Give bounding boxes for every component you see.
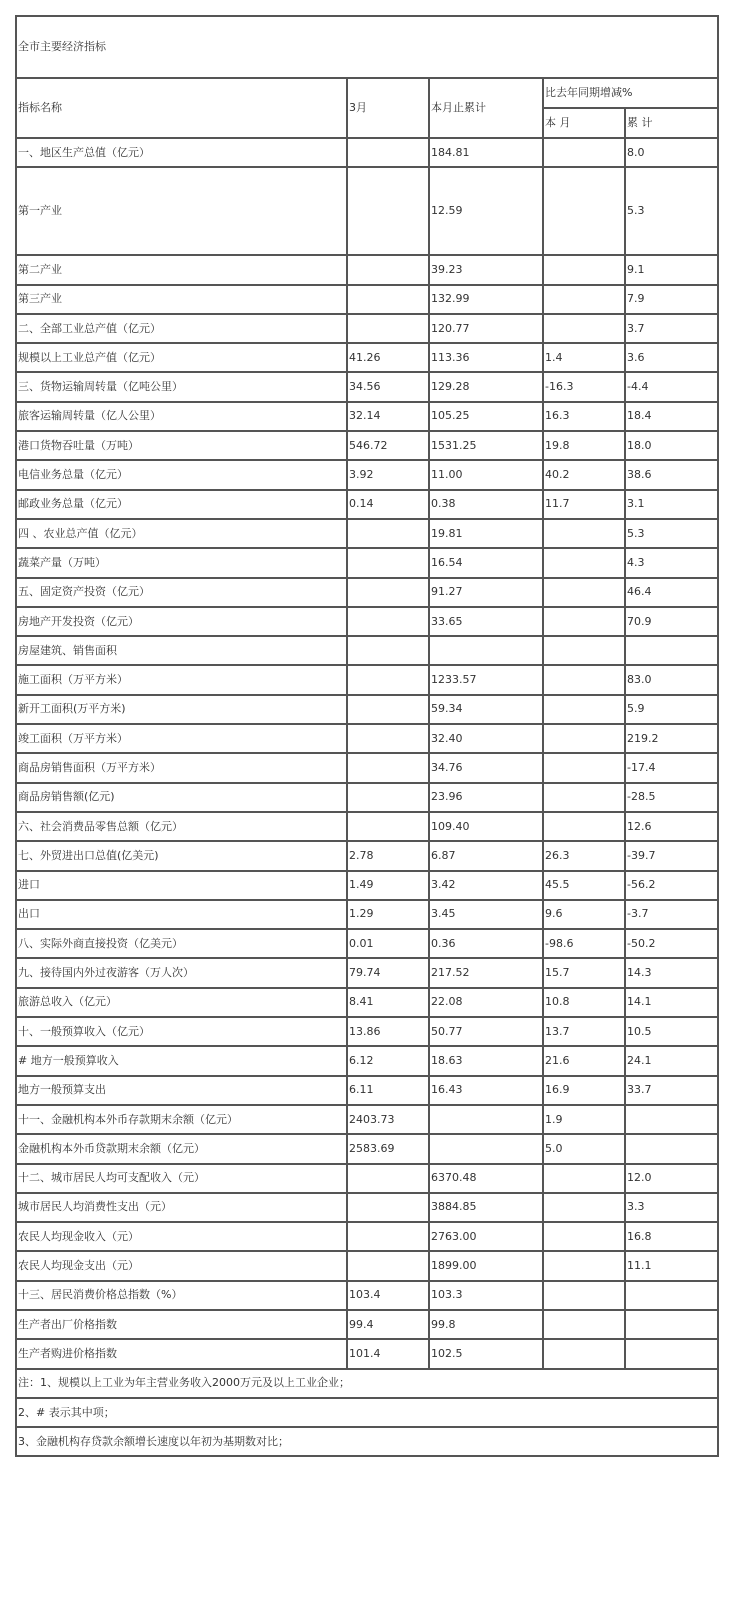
yoy-cumulative-cell: 14.3 xyxy=(625,958,718,987)
table-row xyxy=(16,1164,718,1193)
month-value-cell: 1.29 xyxy=(347,900,429,929)
yoy-month-cell xyxy=(543,314,625,343)
month-value-cell: 41.26 xyxy=(347,343,429,372)
table-row xyxy=(16,314,718,343)
yoy-month-cell: 26.3 xyxy=(543,841,625,870)
month-value-cell: 101.4 xyxy=(347,1339,429,1368)
table-row xyxy=(16,138,718,167)
cumulative-value-cell: 217.52 xyxy=(429,958,543,987)
table-row xyxy=(16,871,718,900)
indicator-name-cell: 二、全部工业总产值（亿元） xyxy=(16,314,347,343)
cumulative-value-cell: 0.36 xyxy=(429,929,543,958)
yoy-month-cell xyxy=(543,167,625,255)
indicator-name-cell: 蔬菜产量（万吨） xyxy=(16,548,347,577)
cumulative-value-cell: 184.81 xyxy=(429,138,543,167)
table-row xyxy=(16,460,718,489)
table-row xyxy=(16,343,718,372)
yoy-cumulative-cell: -56.2 xyxy=(625,871,718,900)
table-title: 全市主要经济指标 xyxy=(16,16,718,78)
yoy-cumulative-cell: 3.7 xyxy=(625,314,718,343)
table-row xyxy=(16,1076,718,1105)
month-value-cell: 6.12 xyxy=(347,1046,429,1075)
table-row xyxy=(16,1046,718,1075)
yoy-month-cell xyxy=(543,548,625,577)
indicator-name-cell: 十一、金融机构本外币存款期末余额（亿元） xyxy=(16,1105,347,1134)
table-row xyxy=(16,1222,718,1251)
header-month: 3月 xyxy=(347,78,429,138)
month-value-cell xyxy=(347,636,429,665)
cumulative-value-cell: 132.99 xyxy=(429,285,543,314)
cumulative-value-cell xyxy=(429,1134,543,1163)
cumulative-value-cell: 16.43 xyxy=(429,1076,543,1105)
economic-indicators-table xyxy=(15,15,719,1457)
yoy-month-cell: -16.3 xyxy=(543,372,625,401)
yoy-cumulative-cell: 12.6 xyxy=(625,812,718,841)
yoy-month-cell: 15.7 xyxy=(543,958,625,987)
cumulative-value-cell: 3.42 xyxy=(429,871,543,900)
cumulative-value-cell: 105.25 xyxy=(429,402,543,431)
yoy-cumulative-cell: 24.1 xyxy=(625,1046,718,1075)
yoy-cumulative-cell: 70.9 xyxy=(625,607,718,636)
indicator-name-cell: 十、一般预算收入（亿元） xyxy=(16,1017,347,1046)
indicator-name-cell: 旅游总收入（亿元） xyxy=(16,988,347,1017)
month-value-cell xyxy=(347,753,429,782)
note-row xyxy=(16,1369,718,1398)
indicator-name-cell: 港口货物吞吐量（万吨） xyxy=(16,431,347,460)
indicator-name-cell: 邮政业务总量（亿元） xyxy=(16,490,347,519)
yoy-cumulative-cell xyxy=(625,1134,718,1163)
table-row xyxy=(16,724,718,753)
month-value-cell xyxy=(347,783,429,812)
yoy-month-cell xyxy=(543,578,625,607)
table-row xyxy=(16,1134,718,1163)
table-row xyxy=(16,929,718,958)
yoy-month-cell: 21.6 xyxy=(543,1046,625,1075)
table-row xyxy=(16,490,718,519)
indicator-name-cell: 四 、农业总产值（亿元） xyxy=(16,519,347,548)
yoy-month-cell xyxy=(543,665,625,694)
cumulative-value-cell: 109.40 xyxy=(429,812,543,841)
cumulative-value-cell xyxy=(429,636,543,665)
table-row xyxy=(16,665,718,694)
yoy-month-cell: 16.3 xyxy=(543,402,625,431)
month-value-cell: 34.56 xyxy=(347,372,429,401)
indicator-name-cell: 第二产业 xyxy=(16,255,347,284)
indicator-name-cell: 生产者购进价格指数 xyxy=(16,1339,347,1368)
economic-indicators-table-container xyxy=(15,15,717,1457)
yoy-cumulative-cell xyxy=(625,1310,718,1339)
month-value-cell: 8.41 xyxy=(347,988,429,1017)
note-text: 2、# 表示其中项； xyxy=(16,1398,718,1427)
indicator-name-cell: 出口 xyxy=(16,900,347,929)
indicator-name-cell: 农民人均现金支出（元） xyxy=(16,1251,347,1280)
yoy-month-cell xyxy=(543,724,625,753)
yoy-month-cell xyxy=(543,1310,625,1339)
cumulative-value-cell: 113.36 xyxy=(429,343,543,372)
month-value-cell xyxy=(347,607,429,636)
yoy-month-cell: 40.2 xyxy=(543,460,625,489)
cumulative-value-cell: 12.59 xyxy=(429,167,543,255)
note-text: 3、金融机构存贷款余额增长速度以年初为基期数对比； xyxy=(16,1427,718,1456)
yoy-cumulative-cell: 83.0 xyxy=(625,665,718,694)
table-row xyxy=(16,695,718,724)
yoy-cumulative-cell: 5.9 xyxy=(625,695,718,724)
yoy-cumulative-cell: 5.3 xyxy=(625,519,718,548)
yoy-month-cell: 16.9 xyxy=(543,1076,625,1105)
table-row xyxy=(16,841,718,870)
indicator-name-cell: 第一产业 xyxy=(16,167,347,255)
table-row xyxy=(16,1017,718,1046)
yoy-month-cell: 19.8 xyxy=(543,431,625,460)
table-row xyxy=(16,1251,718,1280)
cumulative-value-cell: 22.08 xyxy=(429,988,543,1017)
table-row xyxy=(16,1281,718,1310)
yoy-month-cell xyxy=(543,1281,625,1310)
table-row xyxy=(16,753,718,782)
indicator-name-cell: 七、外贸进出口总值(亿美元) xyxy=(16,841,347,870)
indicator-name-cell: 城市居民人均消费性支出（元） xyxy=(16,1193,347,1222)
yoy-cumulative-cell: 46.4 xyxy=(625,578,718,607)
indicator-name-cell: 电信业务总量（亿元） xyxy=(16,460,347,489)
yoy-cumulative-cell: 12.0 xyxy=(625,1164,718,1193)
header-cumulative: 本月止累计 xyxy=(429,78,543,138)
yoy-cumulative-cell: 9.1 xyxy=(625,255,718,284)
indicator-name-cell: 房屋建筑、销售面积 xyxy=(16,636,347,665)
table-row xyxy=(16,285,718,314)
yoy-month-cell xyxy=(543,783,625,812)
cumulative-value-cell: 50.77 xyxy=(429,1017,543,1046)
indicator-name-cell: 农民人均现金收入（元） xyxy=(16,1222,347,1251)
yoy-month-cell xyxy=(543,1164,625,1193)
yoy-cumulative-cell: 7.9 xyxy=(625,285,718,314)
yoy-month-cell: 10.8 xyxy=(543,988,625,1017)
month-value-cell xyxy=(347,1222,429,1251)
month-value-cell: 79.74 xyxy=(347,958,429,987)
table-row xyxy=(16,958,718,987)
cumulative-value-cell xyxy=(429,1105,543,1134)
yoy-month-cell: 5.0 xyxy=(543,1134,625,1163)
cumulative-value-cell: 2763.00 xyxy=(429,1222,543,1251)
indicator-name-cell: 五、固定资产投资（亿元） xyxy=(16,578,347,607)
month-value-cell: 32.14 xyxy=(347,402,429,431)
indicator-name-cell: 旅客运输周转量（亿人公里） xyxy=(16,402,347,431)
cumulative-value-cell: 99.8 xyxy=(429,1310,543,1339)
table-row xyxy=(16,1310,718,1339)
yoy-cumulative-cell: 5.3 xyxy=(625,167,718,255)
yoy-cumulative-cell xyxy=(625,1105,718,1134)
yoy-cumulative-cell: 8.0 xyxy=(625,138,718,167)
table-row xyxy=(16,812,718,841)
yoy-cumulative-cell: 33.7 xyxy=(625,1076,718,1105)
indicator-name-cell: 九、接待国内外过夜游客（万人次） xyxy=(16,958,347,987)
yoy-cumulative-cell: -4.4 xyxy=(625,372,718,401)
indicator-name-cell: 进口 xyxy=(16,871,347,900)
month-value-cell: 2583.69 xyxy=(347,1134,429,1163)
cumulative-value-cell: 23.96 xyxy=(429,783,543,812)
yoy-cumulative-cell: -3.7 xyxy=(625,900,718,929)
cumulative-value-cell: 3.45 xyxy=(429,900,543,929)
month-value-cell xyxy=(347,519,429,548)
cumulative-value-cell: 0.38 xyxy=(429,490,543,519)
yoy-month-cell xyxy=(543,1251,625,1280)
cumulative-value-cell: 6.87 xyxy=(429,841,543,870)
cumulative-value-cell: 1531.25 xyxy=(429,431,543,460)
table-row xyxy=(16,402,718,431)
yoy-cumulative-cell: 38.6 xyxy=(625,460,718,489)
yoy-cumulative-cell: 3.1 xyxy=(625,490,718,519)
month-value-cell: 99.4 xyxy=(347,1310,429,1339)
indicator-name-cell: 金融机构本外币贷款期末余额（亿元） xyxy=(16,1134,347,1163)
indicator-name-cell: 生产者出厂价格指数 xyxy=(16,1310,347,1339)
cumulative-value-cell: 32.40 xyxy=(429,724,543,753)
indicator-name-cell: 八、实际外商直接投资（亿美元） xyxy=(16,929,347,958)
indicator-name-cell: 规模以上工业总产值（亿元） xyxy=(16,343,347,372)
yoy-cumulative-cell xyxy=(625,1339,718,1368)
cumulative-value-cell: 1899.00 xyxy=(429,1251,543,1280)
table-row xyxy=(16,636,718,665)
month-value-cell xyxy=(347,314,429,343)
cumulative-value-cell: 103.3 xyxy=(429,1281,543,1310)
cumulative-value-cell: 120.77 xyxy=(429,314,543,343)
yoy-month-cell: 11.7 xyxy=(543,490,625,519)
table-row xyxy=(16,1193,718,1222)
yoy-month-cell xyxy=(543,812,625,841)
yoy-cumulative-cell: 18.0 xyxy=(625,431,718,460)
month-value-cell xyxy=(347,255,429,284)
yoy-month-cell: 1.9 xyxy=(543,1105,625,1134)
table-row xyxy=(16,255,718,284)
indicator-name-cell: 房地产开发投资（亿元） xyxy=(16,607,347,636)
month-value-cell: 3.92 xyxy=(347,460,429,489)
yoy-month-cell xyxy=(543,1193,625,1222)
yoy-cumulative-cell: 3.6 xyxy=(625,343,718,372)
indicator-name-cell: 十三、居民消费价格总指数（%） xyxy=(16,1281,347,1310)
month-value-cell xyxy=(347,167,429,255)
indicator-name-cell: 商品房销售面积（万平方米） xyxy=(16,753,347,782)
month-value-cell xyxy=(347,578,429,607)
note-row xyxy=(16,1398,718,1427)
month-value-cell: 103.4 xyxy=(347,1281,429,1310)
header-yoy-cumulative: 累 计 xyxy=(625,108,718,138)
note-text: 注：1、规模以上工业为年主营业务收入2000万元及以上工业企业； xyxy=(16,1369,718,1398)
month-value-cell xyxy=(347,665,429,694)
month-value-cell xyxy=(347,285,429,314)
month-value-cell xyxy=(347,1193,429,1222)
yoy-month-cell: 1.4 xyxy=(543,343,625,372)
cumulative-value-cell: 102.5 xyxy=(429,1339,543,1368)
month-value-cell: 6.11 xyxy=(347,1076,429,1105)
indicator-name-cell: 施工面积（万平方米） xyxy=(16,665,347,694)
yoy-month-cell xyxy=(543,138,625,167)
month-value-cell xyxy=(347,812,429,841)
table-row xyxy=(16,548,718,577)
month-value-cell: 1.49 xyxy=(347,871,429,900)
month-value-cell xyxy=(347,695,429,724)
yoy-month-cell xyxy=(543,519,625,548)
yoy-month-cell: -98.6 xyxy=(543,929,625,958)
table-row xyxy=(16,431,718,460)
cumulative-value-cell: 39.23 xyxy=(429,255,543,284)
note-row xyxy=(16,1427,718,1456)
month-value-cell: 546.72 xyxy=(347,431,429,460)
yoy-cumulative-cell xyxy=(625,636,718,665)
yoy-cumulative-cell: 219.2 xyxy=(625,724,718,753)
yoy-month-cell: 13.7 xyxy=(543,1017,625,1046)
yoy-cumulative-cell: 11.1 xyxy=(625,1251,718,1280)
month-value-cell xyxy=(347,548,429,577)
indicator-name-cell: 一、地区生产总值（亿元） xyxy=(16,138,347,167)
yoy-month-cell xyxy=(543,285,625,314)
table-row xyxy=(16,372,718,401)
yoy-cumulative-cell: 4.3 xyxy=(625,548,718,577)
yoy-month-cell: 45.5 xyxy=(543,871,625,900)
cumulative-value-cell: 59.34 xyxy=(429,695,543,724)
yoy-cumulative-cell: -39.7 xyxy=(625,841,718,870)
yoy-cumulative-cell: 3.3 xyxy=(625,1193,718,1222)
yoy-cumulative-cell: 18.4 xyxy=(625,402,718,431)
header-yoy-group: 比去年同期增减% xyxy=(543,78,718,108)
yoy-month-cell xyxy=(543,753,625,782)
cumulative-value-cell: 19.81 xyxy=(429,519,543,548)
header-indicator-name: 指标名称 xyxy=(16,78,347,138)
cumulative-value-cell: 3884.85 xyxy=(429,1193,543,1222)
month-value-cell: 2.78 xyxy=(347,841,429,870)
month-value-cell xyxy=(347,1251,429,1280)
indicator-name-cell: # 地方一般预算收入 xyxy=(16,1046,347,1075)
table-row xyxy=(16,167,718,255)
cumulative-value-cell: 11.00 xyxy=(429,460,543,489)
table-row xyxy=(16,1105,718,1134)
yoy-cumulative-cell: 14.1 xyxy=(625,988,718,1017)
cumulative-value-cell: 129.28 xyxy=(429,372,543,401)
month-value-cell: 2403.73 xyxy=(347,1105,429,1134)
cumulative-value-cell: 16.54 xyxy=(429,548,543,577)
indicator-name-cell: 十二、城市居民人均可支配收入（元） xyxy=(16,1164,347,1193)
month-value-cell xyxy=(347,138,429,167)
yoy-month-cell xyxy=(543,1339,625,1368)
cumulative-value-cell: 91.27 xyxy=(429,578,543,607)
table-row xyxy=(16,783,718,812)
yoy-month-cell xyxy=(543,255,625,284)
yoy-month-cell xyxy=(543,1222,625,1251)
yoy-cumulative-cell: -50.2 xyxy=(625,929,718,958)
indicator-name-cell: 三、货物运输周转量（亿吨公里） xyxy=(16,372,347,401)
yoy-cumulative-cell: -28.5 xyxy=(625,783,718,812)
month-value-cell: 0.14 xyxy=(347,490,429,519)
table-row xyxy=(16,1339,718,1368)
month-value-cell xyxy=(347,724,429,753)
month-value-cell xyxy=(347,1164,429,1193)
indicator-name-cell: 竣工面积（万平方米） xyxy=(16,724,347,753)
yoy-cumulative-cell xyxy=(625,1281,718,1310)
table-row xyxy=(16,900,718,929)
cumulative-value-cell: 6370.48 xyxy=(429,1164,543,1193)
table-row xyxy=(16,988,718,1017)
indicator-name-cell: 第三产业 xyxy=(16,285,347,314)
month-value-cell: 0.01 xyxy=(347,929,429,958)
indicator-name-cell: 地方一般预算支出 xyxy=(16,1076,347,1105)
cumulative-value-cell: 33.65 xyxy=(429,607,543,636)
cumulative-value-cell: 34.76 xyxy=(429,753,543,782)
table-row xyxy=(16,519,718,548)
yoy-month-cell xyxy=(543,695,625,724)
yoy-month-cell: 9.6 xyxy=(543,900,625,929)
indicator-name-cell: 新开工面积(万平方米) xyxy=(16,695,347,724)
table-row xyxy=(16,607,718,636)
yoy-month-cell xyxy=(543,607,625,636)
indicator-name-cell: 商品房销售额(亿元) xyxy=(16,783,347,812)
yoy-cumulative-cell: 10.5 xyxy=(625,1017,718,1046)
yoy-cumulative-cell: -17.4 xyxy=(625,753,718,782)
cumulative-value-cell: 1233.57 xyxy=(429,665,543,694)
yoy-cumulative-cell: 16.8 xyxy=(625,1222,718,1251)
table-row xyxy=(16,578,718,607)
yoy-month-cell xyxy=(543,636,625,665)
header-yoy-month: 本 月 xyxy=(543,108,625,138)
month-value-cell: 13.86 xyxy=(347,1017,429,1046)
indicator-name-cell: 六、社会消费品零售总额（亿元） xyxy=(16,812,347,841)
cumulative-value-cell: 18.63 xyxy=(429,1046,543,1075)
